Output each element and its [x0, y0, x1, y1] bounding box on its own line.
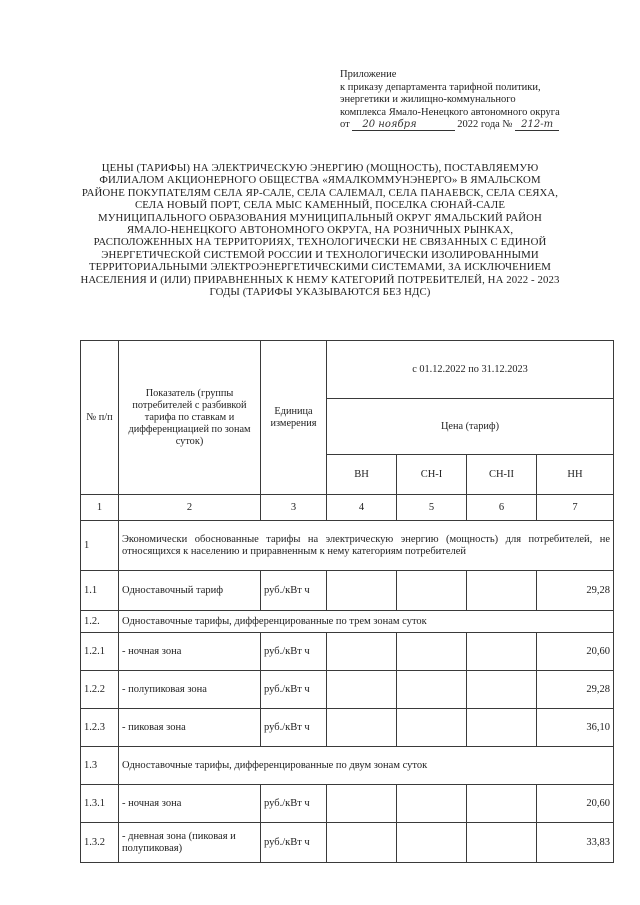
appendix-block: [340, 69, 636, 132]
row-vn: [327, 671, 397, 709]
row-num: 1.3.2: [81, 823, 119, 863]
row-sn1: [397, 633, 467, 671]
header-indicator: Показатель (группы потребителей с разбивкой тарифа по ставкам и дифференциацией по зонам суток): [119, 341, 261, 495]
row-vn: [327, 709, 397, 747]
col-number: 1: [81, 495, 119, 521]
row-sn1: [397, 785, 467, 823]
row-unit: руб./кВт ч: [261, 785, 327, 823]
handwritten-number: 212-т: [515, 119, 559, 131]
row-nn: 20,60: [537, 633, 614, 671]
appendix-line-3: энергетики и жилищно-коммунального: [340, 94, 516, 105]
header-level-sn2: СН-II: [467, 455, 537, 495]
table-row: [81, 785, 614, 823]
row-name: - ночная зона: [119, 785, 261, 823]
row-nn: 29,28: [537, 571, 614, 611]
year-text: 2022 года №: [457, 119, 513, 130]
row-section: Одноставочные тарифы, дифференцированные по двум зонам суток: [119, 747, 614, 785]
row-sn1: [397, 823, 467, 863]
row-sn1: [397, 571, 467, 611]
tariff-table: [80, 340, 614, 863]
col-number: 6: [467, 495, 537, 521]
table-row: [81, 633, 614, 671]
row-vn: [327, 823, 397, 863]
row-sn2: [467, 785, 537, 823]
row-name: - дневная зона (пиковая и полупиковая): [119, 823, 261, 863]
appendix-line-2: к приказу департамента тарифной политики,: [340, 81, 541, 93]
row-sn2: [467, 709, 537, 747]
row-unit: руб./кВт ч: [261, 633, 327, 671]
row-vn: [327, 785, 397, 823]
header-price: Цена (тариф): [327, 399, 614, 455]
table-row: [81, 747, 614, 785]
row-vn: [327, 633, 397, 671]
col-number: 2: [119, 495, 261, 521]
col-number: 4: [327, 495, 397, 521]
table-row: [81, 611, 614, 633]
row-nn: 20,60: [537, 785, 614, 823]
col-number: 5: [397, 495, 467, 521]
row-num: 1.2.3: [81, 709, 119, 747]
row-num: 1.3.1: [81, 785, 119, 823]
handwritten-date: 20 ноября: [352, 119, 454, 131]
row-num: 1.3: [81, 747, 119, 785]
row-nn: 29,28: [537, 671, 614, 709]
table-row: [81, 823, 614, 863]
row-name: - пиковая зона: [119, 709, 261, 747]
row-section: Одноставочные тарифы, дифференцированные по трем зонам суток: [119, 611, 614, 633]
row-num: 1.2.2: [81, 671, 119, 709]
row-nn: 36,10: [537, 709, 614, 747]
table-row: [81, 671, 614, 709]
row-num: 1.2.: [81, 611, 119, 633]
row-name: - полупиковая зона: [119, 671, 261, 709]
row-name: Одноставочный тариф: [119, 571, 261, 611]
section-1-num: 1: [81, 521, 119, 571]
row-num: 1.2.1: [81, 633, 119, 671]
row-num: 1.1: [81, 571, 119, 611]
row-sn1: [397, 671, 467, 709]
row-sn2: [467, 823, 537, 863]
header-level-nn: НН: [537, 455, 614, 495]
row-unit: руб./кВт ч: [261, 823, 327, 863]
date-prefix: от: [340, 119, 350, 130]
section-1-text: Экономически обоснованные тарифы на электрическую энергию (мощность) для потребителей, не относящихся к населению и приравненным к нему категориям потребителей: [119, 521, 614, 571]
row-unit: руб./кВт ч: [261, 709, 327, 747]
row-name: - ночная зона: [119, 633, 261, 671]
row-sn2: [467, 633, 537, 671]
col-number: 7: [537, 495, 614, 521]
header-period: с 01.12.2022 по 31.12.2023: [327, 341, 614, 399]
row-unit: руб./кВт ч: [261, 671, 327, 709]
header-level-sn1: СН-I: [397, 455, 467, 495]
table-row: [81, 571, 614, 611]
row-sn1: [397, 709, 467, 747]
document-title: ЦЕНЫ (ТАРИФЫ) НА ЭЛЕКТРИЧЕСКУЮ ЭНЕРГИЮ (МОЩНОСТЬ), ПОСТАВЛЯЕМУЮ ФИЛИАЛОМ АКЦИОНЕРНОГО ОБЩЕСТВА «ЯМАЛКОММУНЭНЕРГО» В ЯМАЛЬСКОМ РАЙОНЕ ПОКУПАТЕЛЯМ СЕЛА ЯР-САЛЕ, СЕЛА САЛЕМАЛ, СЕЛА ПАНАЕВСК, СЕЛА СЕЯХА, СЕЛА НОВЫЙ ПОРТ, СЕЛА МЫС КАМЕННЫЙ, ПОСЕЛКА СЮНАЙ-САЛЕ МУНИЦИПАЛЬНОГО ОБРАЗОВАНИЯ МУНИЦИПАЛЬНЫЙ ОКРУГ ЯМАЛЬСКИЙ РАЙОН ЯМАЛО-НЕНЕЦКОГО АВТОНОМНОГО ОКРУГА, НА РОЗНИЧНЫХ РЫНКАХ, РАСПОЛОЖЕННЫХ НА ТЕРРИТОРИЯХ, ТЕХНОЛОГИЧЕСКИ НЕ СВЯЗАННЫХ С ЕДИНОЙ ЭНЕРГЕТИЧЕСКОЙ СИСТЕМОЙ РОССИИ И ТЕХНОЛОГИЧЕСКИ ИЗОЛИРОВАННЫМИ ТЕРРИТОРИАЛЬНЫМИ ЭЛЕКТРОЭНЕРГЕТИЧЕСКИМИ СИСТЕМАМИ, ЗА ИСКЛЮЧЕНИЕМ НАСЕЛЕНИЯ И (ИЛИ) ПРИРАВНЕННЫХ К НЕМУ КАТЕГОРИЙ ПОТРЕБИТЕЛЕЙ, НА 2022 - 2023 ГОДЫ (ТАРИФЫ УКАЗЫВАЮТСЯ БЕЗ НДС): [80, 162, 560, 299]
table-row: [81, 709, 614, 747]
row-sn2: [467, 671, 537, 709]
header-level-vn: ВН: [327, 455, 397, 495]
row-sn2: [467, 571, 537, 611]
appendix-line-4: комплекса Ямало-Ненецкого автономного округа: [340, 106, 560, 118]
row-vn: [327, 571, 397, 611]
row-nn: 33,83: [537, 823, 614, 863]
appendix-date-line: [340, 119, 636, 132]
col-number: 3: [261, 495, 327, 521]
header-num: № п/п: [81, 341, 119, 495]
appendix-line-1: Приложение: [340, 69, 397, 80]
row-unit: руб./кВт ч: [261, 571, 327, 611]
header-unit: Единица измерения: [261, 341, 327, 495]
